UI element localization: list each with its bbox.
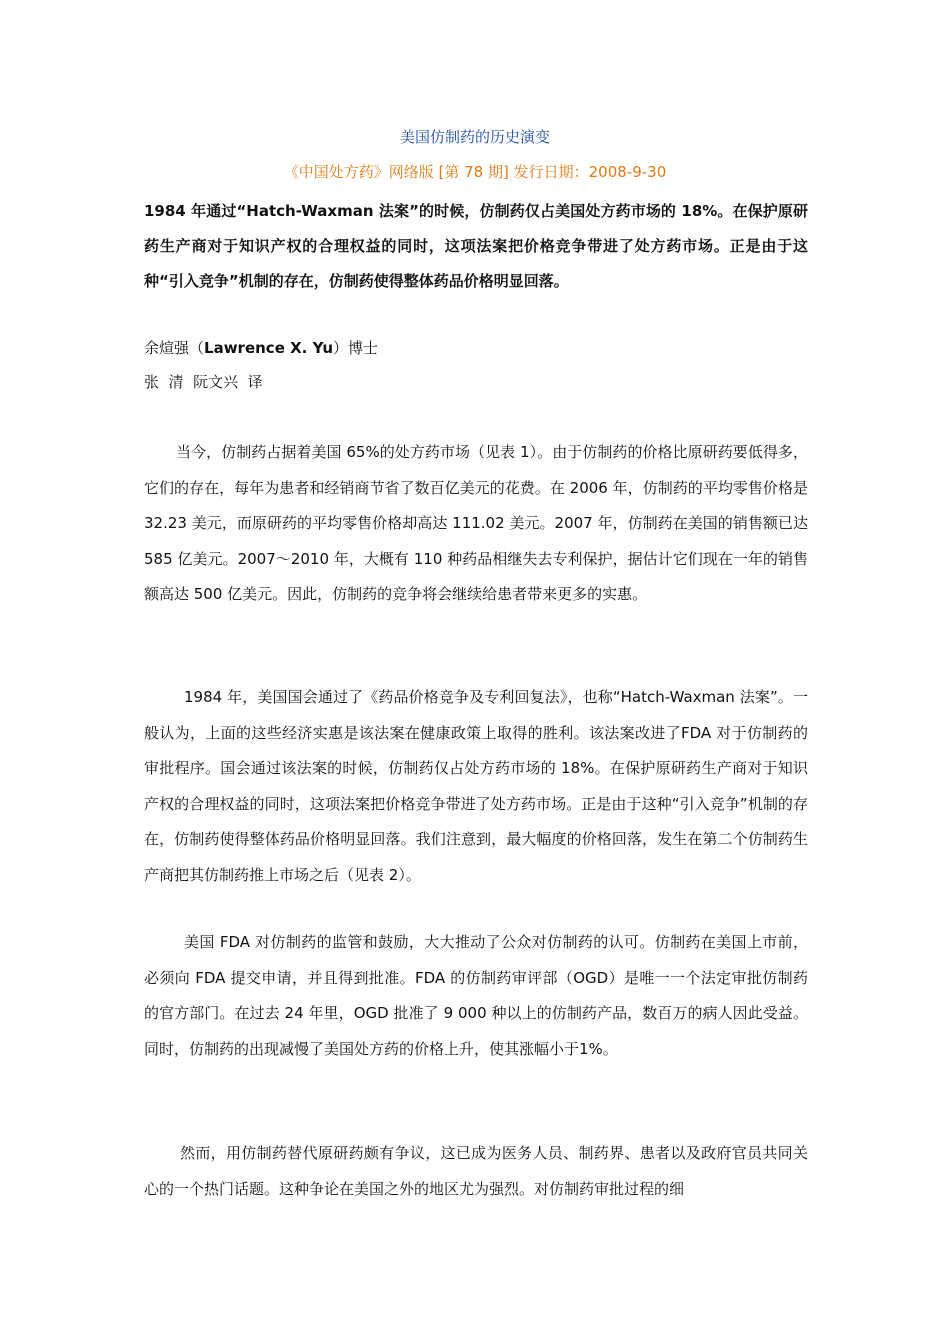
article-source-line <box>0 161 950 183</box>
publish-date: 发行日期：2008-9-30 <box>513 163 667 181</box>
body-paragraph: 然而，用仿制药替代原研药颇有争议，这已成为医务人员、制药界、患者以及政府官员共同关心的一个热门话题。这种争论在美国之外的地区尤为强烈。对仿制药审批过程的细 <box>144 1144 808 1198</box>
body-paragraph: 1984 年，美国国会通过了《药品价格竞争及专利回复法》，也称“Hatch-Waxman 法案”。一般认为，上面的这些经济实惠是该法案在健康政策上取得的胜利。该法案改进了FDA 对于仿制药的审批程序。国会通过该法案的时候，仿制药仅占处方药市场的 18%。在保护原研药生产商对于知识产权的合理权益的同时，这项法案把价格竞争带进了处方药市场。正是由于这种“引入竞争”机制的存在，仿制药使得整体药品价格明显回落。我们注意到，最大幅度的价格回落，发生在第二个仿制药生产商把其仿制药推上市场之后（见表 2）。 <box>144 688 808 884</box>
author-name-en: Lawrence X. Yu <box>204 339 334 357</box>
article-abstract: 1984 年通过“Hatch-Waxman 法案”的时候，仿制药仅占美国处方药市场的 18%。在保护原研药生产商对于知识产权的合理权益的同时，这项法案把价格竞争带进了处方药市场。正是由于这种“引入竞争”机制的存在，仿制药使得整体药品价格明显回落。 <box>144 202 808 290</box>
translator-line: 张 清 阮文兴 译 <box>144 373 263 391</box>
article-title: 美国仿制药的历史演变 <box>399 128 550 146</box>
body-paragraph: 美国 FDA 对仿制药的监管和鼓励，大大推动了公众对仿制药的认可。仿制药在美国上市前，必须向 FDA 提交申请，并且得到批准。FDA 的仿制药审评部（OGD）是唯一一个法定审批仿制药的官方部门。在过去 24 年里，OGD 批准了 9 000 种以上的仿制药产品，数百万的病人因此受益。同时，仿制药的出现减慢了美国处方药的价格上升，使其涨幅小于1%。 <box>144 933 808 1058</box>
issue-number: [第 78 期] <box>438 163 509 181</box>
author-name-cn: 余煊强（ <box>144 339 205 357</box>
body-paragraph: 当今，仿制药占据着美国 65%的处方药市场（见表 1）。由于仿制药的价格比原研药要低得多，它们的存在，每年为患者和经销商节省了数百亿美元的花费。在 2006 年，仿制药的平均零售价格是 32.23 美元，而原研药的平均零售价格却高达 111.02 美元。2007 年，仿制药在美国的销售额已达 585 亿美元。2007～2010 年，大概有 110 种药品相继失去专利保护，据估计它们现在一年的销售额高达 500 亿美元。因此，仿制药的竞争将会继续给患者带来更多的实惠。 <box>144 443 808 603</box>
journal-name: 《中国处方药》网络版 <box>283 163 434 181</box>
author-title: ）博士 <box>333 339 379 357</box>
author-line <box>144 337 378 359</box>
